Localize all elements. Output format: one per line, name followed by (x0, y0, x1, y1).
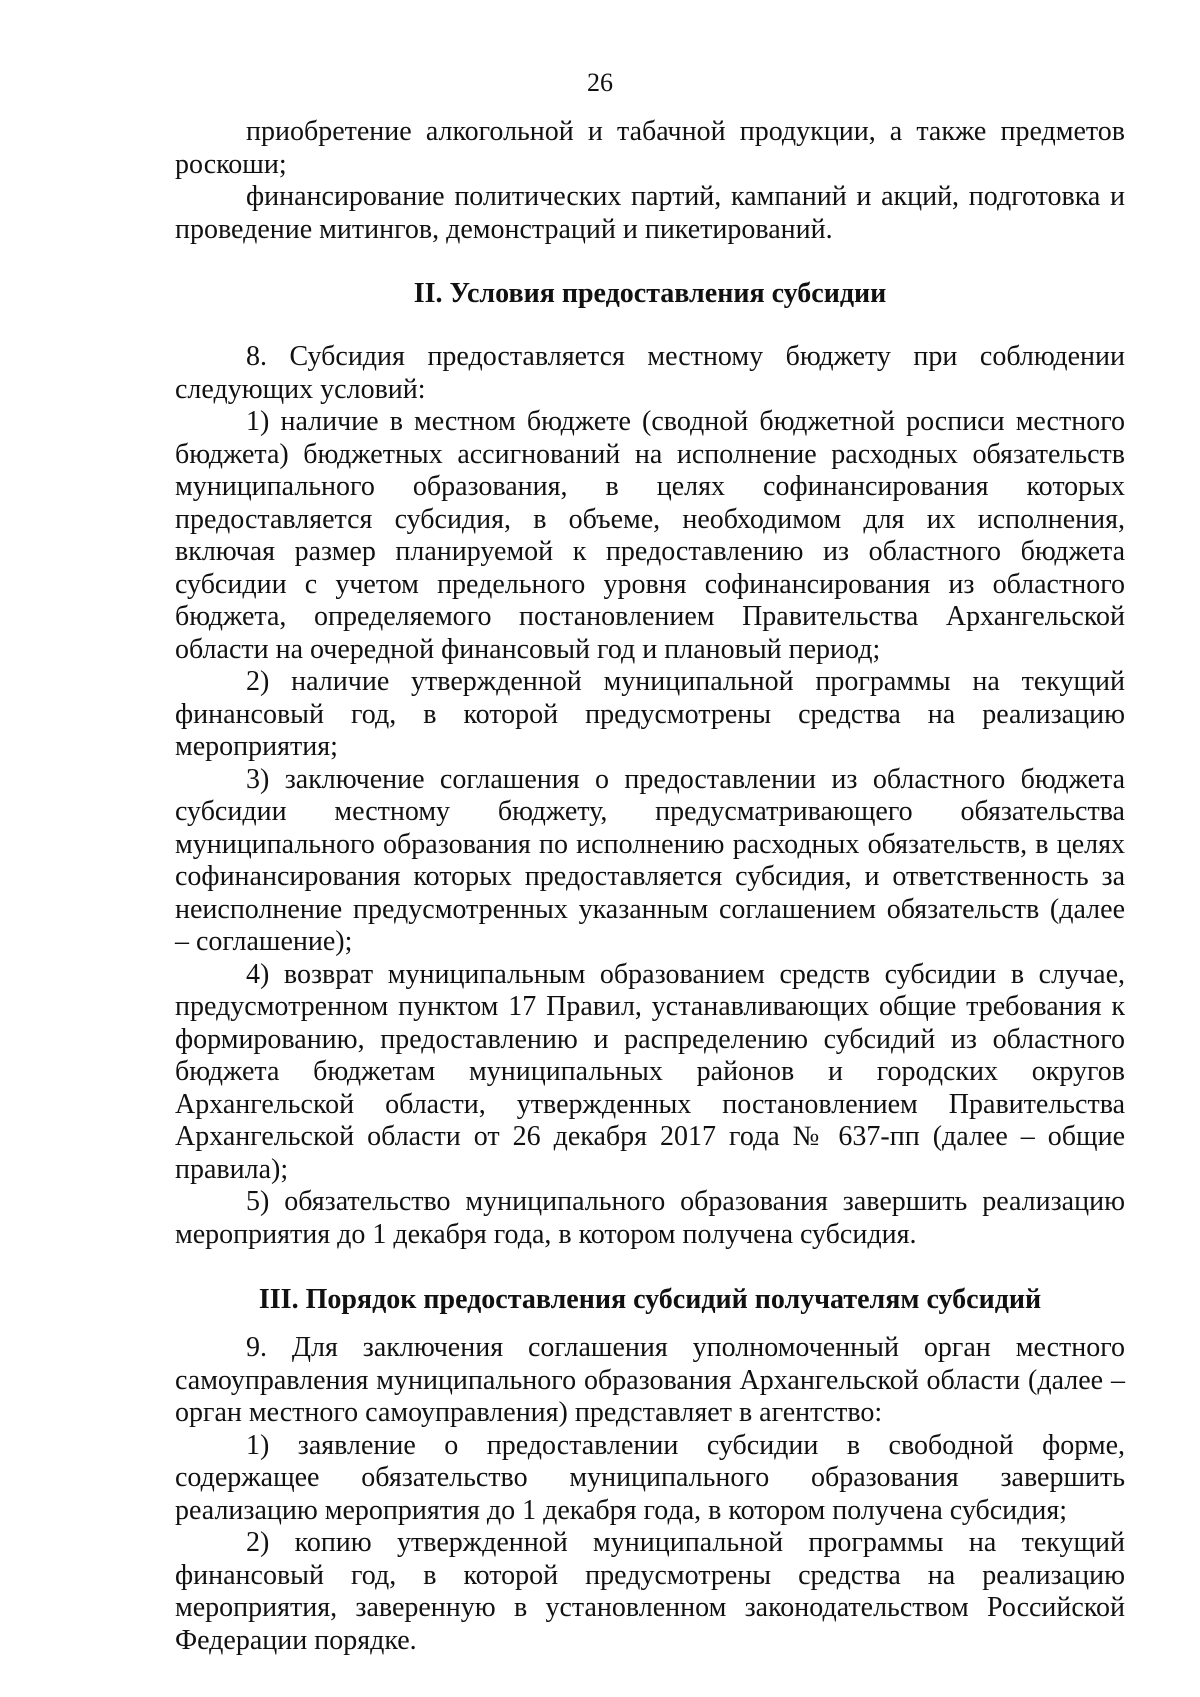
list-item: 5) обязательство муниципального образования завершить реализацию мероприятия до 1 декабря года, в котором получена субсидия. (175, 1186, 1125, 1250)
page-number: 26 (587, 68, 613, 97)
list-item: 1) наличие в местном бюджете (сводной бюджетной росписи местного бюджета) бюджетных ассигнований на исполнение расходных обязательств муниципального образования, в целях софинансирования которых предоставляется субсидия, в объеме, необходимом для их исполнения, включая размер планируемой к предоставлению из областного бюджета субсидии с учетом предельного уровня софинансирования из областного бюджета, определяемого постановлением Правительства Архангельской области на очередной финансовый год и плановый период; (175, 406, 1125, 665)
section-heading-3: III. Порядок предоставления субсидий получателям субсидий (258, 1284, 1042, 1315)
paragraph: 8. Субсидия предоставляется местному бюджету при соблюдении следующих условий: (175, 341, 1125, 405)
paragraph: приобретение алкогольной и табачной продукции, а также предметов роскоши; (175, 116, 1125, 180)
list-item: 1) заявление о предоставлении субсидии в свободной форме, содержащее обязательство муниципального образования завершить реализацию мероприятия до 1 декабря года, в котором получена субсидия; (175, 1429, 1125, 1526)
list-item: 4) возврат муниципальным образованием средств субсидии в случае, предусмотренном пунктом 17 Правил, устанавливающих общие требования к формированию, предоставлению и распределению субсидий из областного бюджета бюджетам муниципальных районов и городских округов Архангельской области, утвержденных постановлением Правительства Архангельской области от 26 декабря 2017 года № 637-пп (далее – общие правила); (175, 958, 1125, 1185)
list-item: 2) копию утвержденной муниципальной программы на текущий финансовый год, в которой предусмотрены средства на реализацию мероприятия, заверенную в установленном законодательством Российской Федерации порядке. (175, 1527, 1125, 1656)
document-body (175, 116, 1125, 1657)
section-heading-2: II. Условия предоставления субсидии (413, 278, 887, 309)
paragraph: финансирование политических партий, кампаний и акций, подготовка и проведение митингов, демонстраций и пикетирований. (175, 181, 1125, 245)
list-item: 3) заключение соглашения о предоставлении из областного бюджета субсидии местному бюджету, предусматривающего обязательства муниципального образования по исполнению расходных обязательств, в целях софинансирования которых предоставляется субсидия, и ответственность за неисполнение предусмотренных указанным соглашением обязательств (далее – соглашение); (175, 763, 1125, 957)
list-item: 2) наличие утвержденной муниципальной программы на текущий финансовый год, в которой предусмотрены средства на реализацию мероприятия; (175, 666, 1125, 762)
paragraph: 9. Для заключения соглашения уполномоченный орган местного самоуправления муниципального образования Архангельской области (далее – орган местного самоуправления) представляет в агентство: (175, 1332, 1125, 1428)
